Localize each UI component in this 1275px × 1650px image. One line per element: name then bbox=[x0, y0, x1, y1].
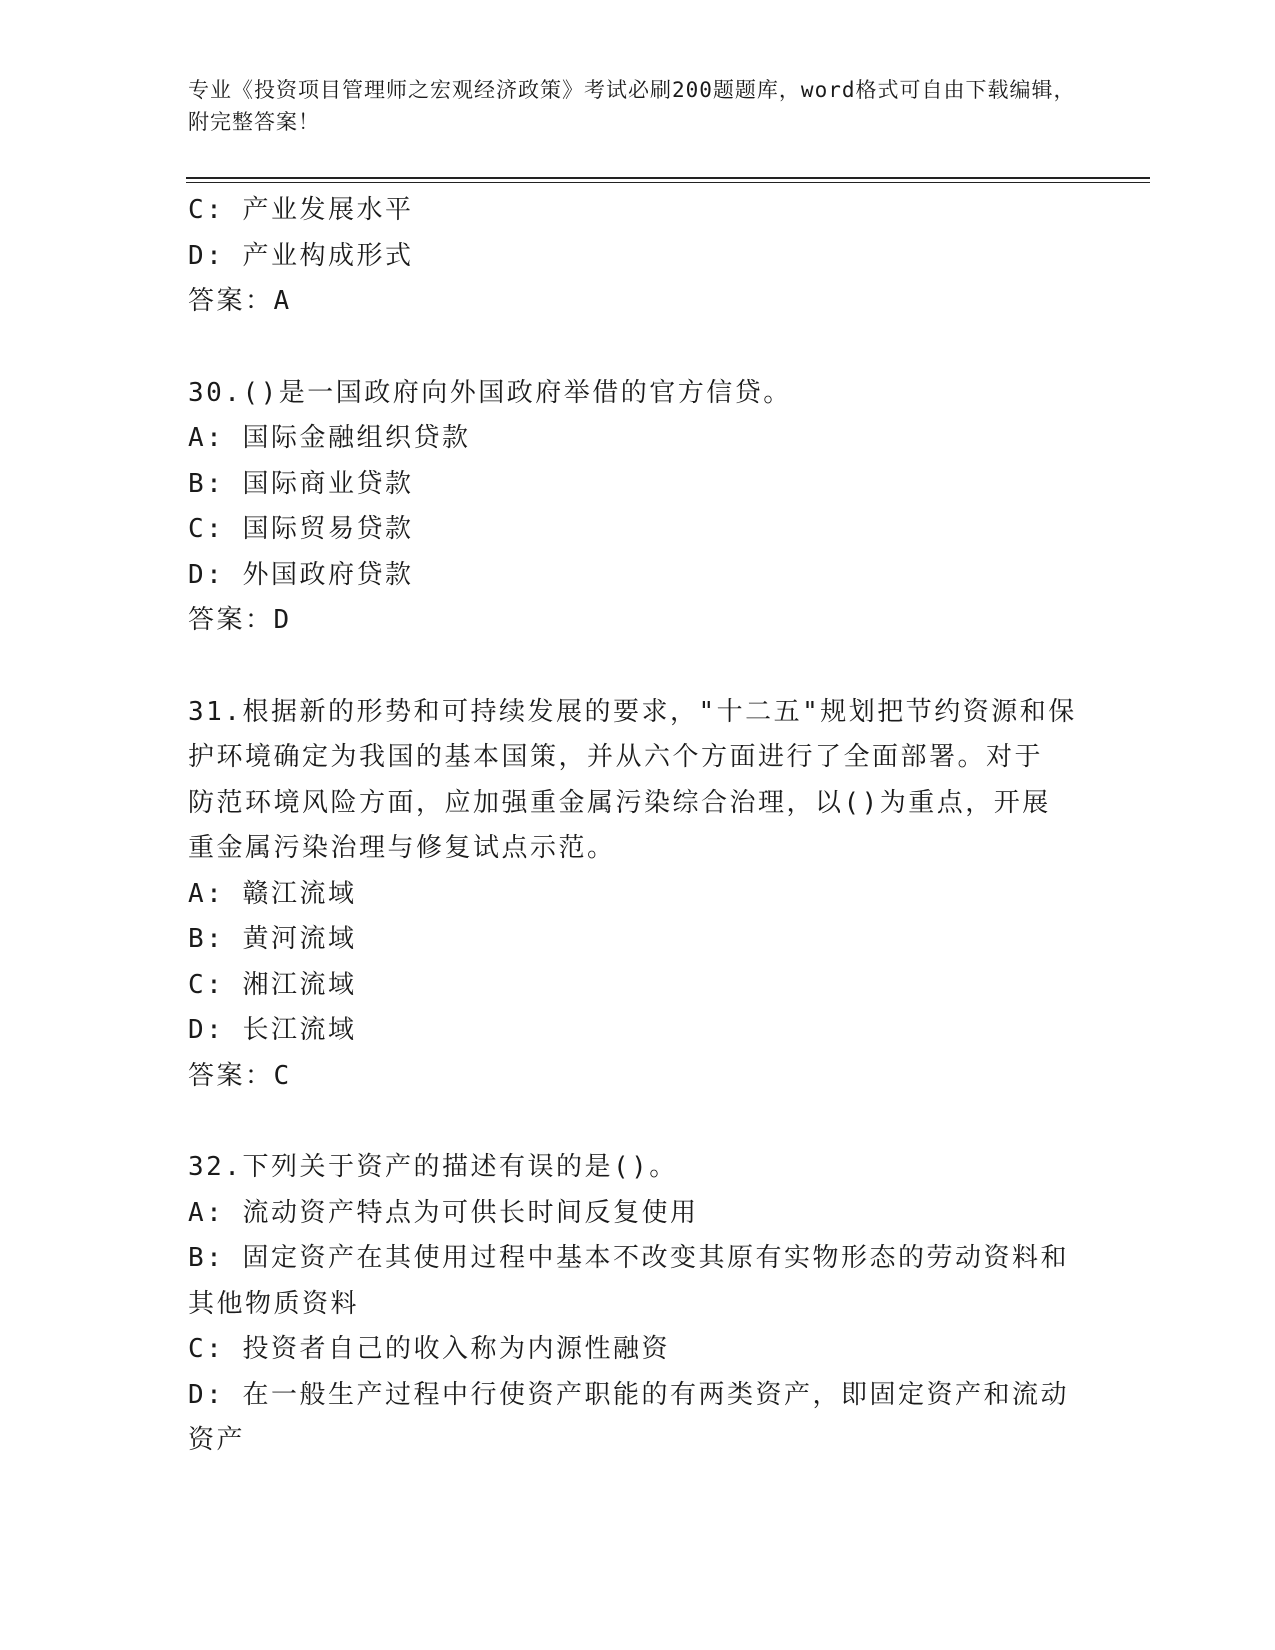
question-stem: 30.()是一国政府向外国政府举借的官方信贷。 bbox=[188, 377, 792, 408]
answer-line: 答案：D bbox=[188, 605, 292, 635]
answer-line: 答案：C bbox=[188, 1060, 292, 1091]
answer-line: 答案：A bbox=[188, 286, 292, 316]
option-c: C: 产业发展水平 bbox=[188, 195, 414, 225]
spacer bbox=[188, 1099, 1078, 1145]
question-stem-line: 重金属污染治理与修复试点示范。 bbox=[188, 833, 616, 863]
question-29-tail bbox=[188, 188, 1078, 325]
question-31 bbox=[188, 690, 1078, 1100]
option-a: A: 流动资产特点为可供长时间反复使用 bbox=[188, 1197, 699, 1228]
question-stem-line: 护环境确定为我国的基本国策，并从六个方面进行了全面部署。对于 bbox=[188, 742, 1044, 772]
question-32 bbox=[188, 1145, 1078, 1464]
page-header bbox=[188, 74, 1088, 138]
header-rule-thick bbox=[186, 177, 1150, 179]
option-c: C: 国际贸易贷款 bbox=[188, 514, 414, 544]
document-body bbox=[188, 188, 1078, 1464]
option-a: A: 国际金融组织贷款 bbox=[188, 423, 471, 453]
option-b: B: 国际商业贷款 bbox=[188, 468, 414, 499]
option-d-line-2: 资产 bbox=[188, 1425, 246, 1455]
option-d-line-1: D: 在一般生产过程中行使资产职能的有两类资产，即固定资产和流动 bbox=[188, 1379, 1069, 1410]
spacer bbox=[188, 644, 1078, 690]
question-30 bbox=[188, 371, 1078, 644]
option-b: B: 黄河流域 bbox=[188, 924, 357, 954]
option-d: D: 产业构成形式 bbox=[188, 240, 414, 271]
option-c: C: 投资者自己的收入称为内源性融资 bbox=[188, 1334, 670, 1364]
header-title: 专业《投资项目管理师之宏观经济政策》考试必刷200题题库，word格式可自由下载编辑，附完整答案！ bbox=[188, 78, 1076, 134]
option-b-line-2: 其他物质资料 bbox=[188, 1288, 360, 1319]
question-stem: 32.下列关于资产的描述有误的是()。 bbox=[188, 1152, 678, 1182]
option-d: D: 长江流域 bbox=[188, 1015, 357, 1045]
option-c: C: 湘江流域 bbox=[188, 969, 357, 1000]
spacer bbox=[188, 325, 1078, 371]
option-a: A: 赣江流域 bbox=[188, 878, 357, 909]
question-stem-line: 防范环境风险方面，应加强重金属污染综合治理，以()为重点，开展 bbox=[188, 787, 1051, 818]
header-rule-thin bbox=[186, 182, 1150, 183]
option-b-line-1: B: 固定资产在其使用过程中基本不改变其原有实物形态的劳动资料和 bbox=[188, 1243, 1069, 1273]
option-d: D: 外国政府贷款 bbox=[188, 559, 414, 590]
question-stem-line: 31.根据新的形势和可持续发展的要求，"十二五"规划把节约资源和保 bbox=[188, 696, 1077, 727]
